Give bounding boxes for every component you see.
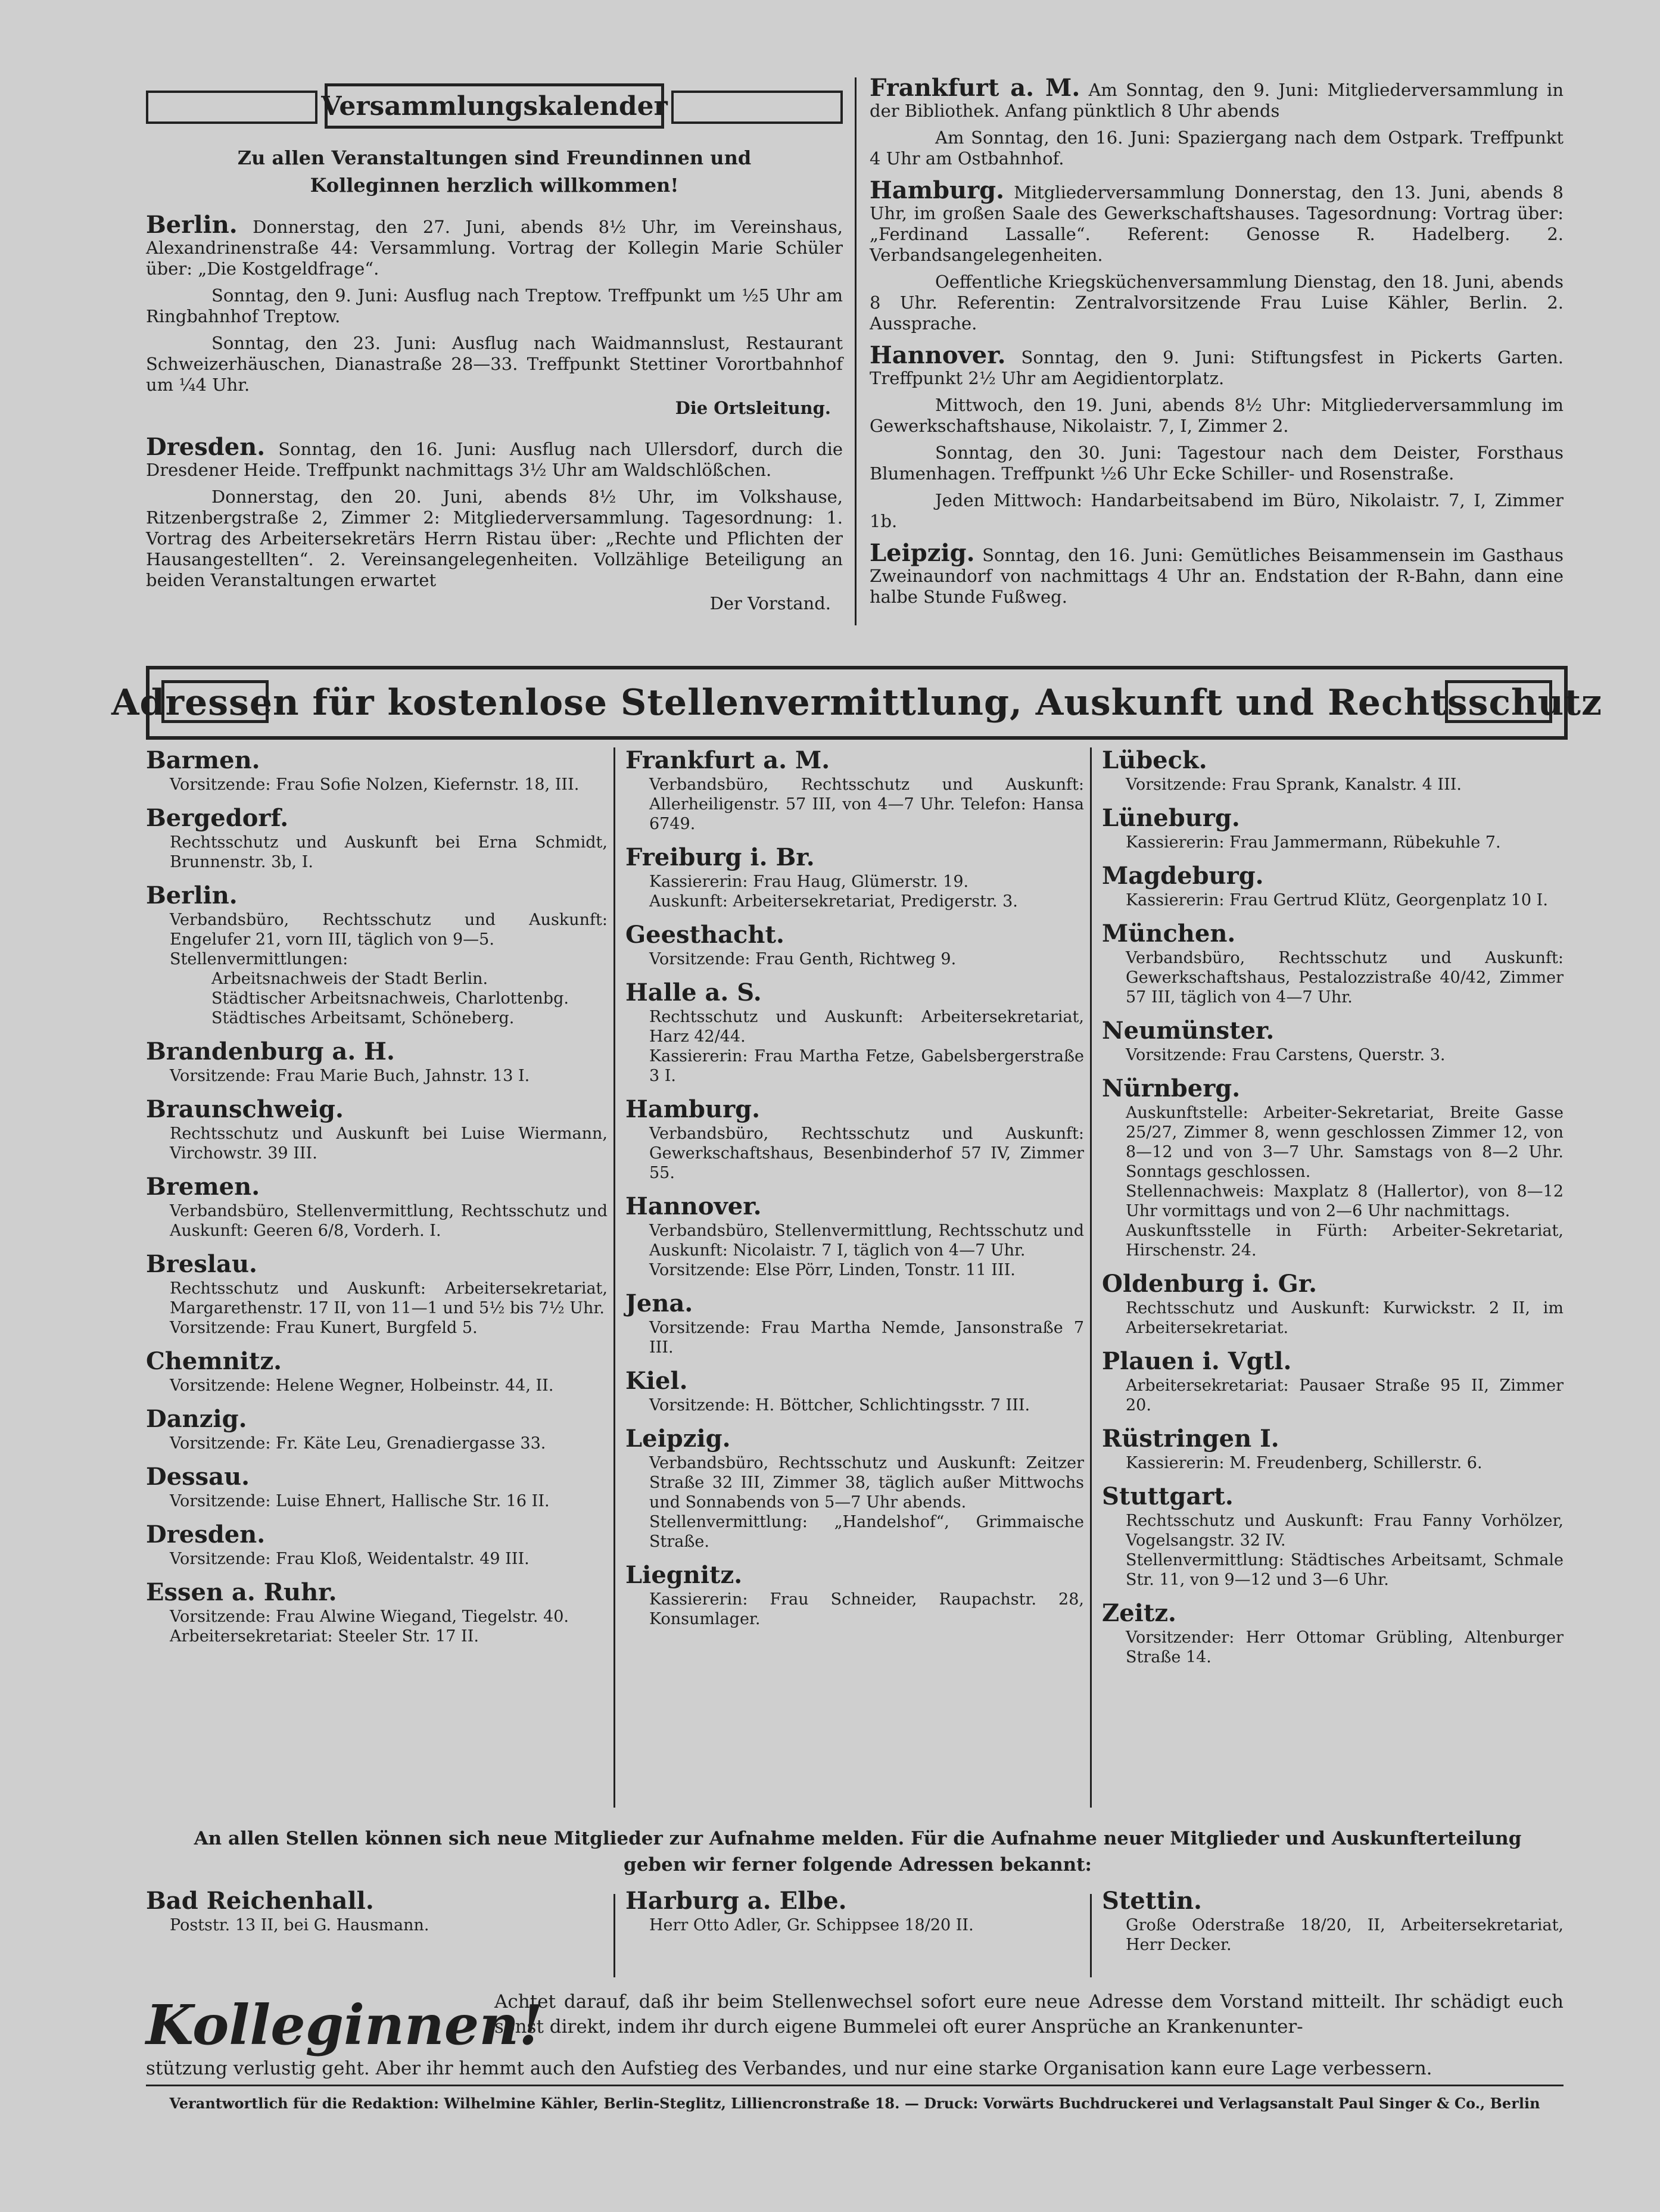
address-city: Bergedorf. [146,804,289,832]
address-column-3 [1102,747,1564,1820]
column-divider [613,747,615,1808]
address-line: Stellenvermittlung: „Handelshof“, Grimmaische Straße. [649,1513,1084,1551]
address-line: Kassiererin: Frau Gertrud Klütz, Georgenplatz 10 I. [1126,891,1548,909]
address-line: Arbeitsnachweis der Stadt Berlin. [211,970,488,988]
address-line: Verbandsbüro, Stellenvermittlung, Rechtsschutz und Auskunft: Nicolaistr. 7 I, täglich von 4—7 Uhr. [649,1222,1084,1260]
calendar-section [146,74,1564,625]
address-entry [625,1194,1084,1280]
event-block-dresden [146,433,843,614]
event-city: Leipzig. [870,539,975,567]
header-ornament-right [671,91,843,124]
event-city: Frankfurt a. M. [870,74,1080,102]
address-city: Frankfurt a. M. [625,746,830,774]
address-entry [1102,921,1564,1007]
address-line: Vorsitzende: Frau Kunert, Burgfeld 5. [170,1319,478,1337]
address-column-2 [625,747,1084,1820]
appeal-text-2: stützung verlustig geht. Aber ihr hemmt auch den Aufstieg des Verbandes, und nur eine starke Organisation kann eure Lage verbessern. [146,2058,1432,2079]
address-entry [625,922,1084,969]
address-line: Kassiererin: Frau Jammermann, Rübekuhle 7. [1126,833,1501,852]
event-signature: Der Vorstand. [709,593,831,613]
appeal-headline: Kolleginnen! [146,1993,543,2057]
address-line: Vorsitzende: Helene Wegner, Holbeinstr. 44, II. [170,1376,554,1395]
extra-address-3 [1102,1888,1564,1977]
header-ornament-left [146,91,317,124]
address-line: Kassiererin: Frau Martha Fetze, Gabelsbergerstraße 3 I. [649,1047,1084,1085]
event-city: Dresden. [146,433,266,461]
welcome-text: Zu allen Veranstaltungen sind Freundinnen und Kolleginnen herzlich willkommen! [237,147,752,197]
address-line: Rechtsschutz und Auskunft bei Luise Wiermann, Virchowstr. 39 III. [170,1124,608,1163]
address-line: Verbandsbüro, Rechtsschutz und Auskunft: Gewerkschaftshaus, Besenbinderhof 57 IV, Zimmer 55. [649,1124,1084,1182]
address-line: Auskunftstelle: Arbeiter-Sekretariat, Breite Gasse 25/27, Zimmer 8, wenn geschlossen Zimmer 12, von 8—12 und von 3—7 Uhr. Samstags von 8—2 Uhr. Sonntags geschlossen. [1126,1104,1564,1181]
address-line: Rechtsschutz und Auskunft: Arbeitersekretariat, Harz 42/44. [649,1008,1084,1046]
address-city: Rüstringen I. [1102,1425,1279,1453]
address-city: Lüneburg. [1102,804,1240,832]
address-city: Zeitz. [1102,1599,1176,1627]
event-text: Am Sonntag, den 9. Juni: Mitgliederversammlung in der Bibliothek. Anfang pünktlich 8 Uhr abends [870,80,1564,121]
address-line: Auskunftsstelle in Fürth: Arbeiter-Sekretariat, Hirschenstr. 24. [1126,1222,1564,1260]
address-city: Nürnberg. [1102,1074,1241,1102]
address-city: Hannover. [625,1192,762,1220]
address-entry [146,1096,608,1163]
address-line: Arbeitersekretariat: Steeler Str. 17 II. [170,1627,479,1646]
address-city: Harburg a. Elbe. [625,1887,847,1915]
event-city: Berlin. [146,211,238,239]
imprint-footer: Verantwortlich für die Redaktion: Wilhelmine Kähler, Berlin-Steglitz, Lilliencronstraße 18. — Druck: Vorwärts Buchdruckerei und Verlagsanstalt Paul Singer & Co., Berlin [169,2095,1540,2112]
address-city: Leipzig. [625,1425,731,1453]
column-divider [1090,747,1092,1808]
address-city: Hamburg. [625,1095,761,1123]
address-entry [1102,1076,1564,1260]
calendar-title: Versammlungskalender [325,83,664,129]
banner-ornament-right [1445,680,1552,723]
address-line: Rechtsschutz und Auskunft: Kurwickstr. 2 II, im Arbeitersekretariat. [1126,1299,1564,1337]
address-entry [1102,1348,1564,1415]
address-entry [146,1174,608,1241]
address-city: Plauen i. Vgtl. [1102,1347,1292,1375]
address-city: Magdeburg. [1102,862,1264,890]
address-city: Liegnitz. [625,1561,743,1589]
address-entry [1102,1484,1564,1590]
address-line: Vorsitzende: Frau Sprank, Kanalstr. 4 III. [1126,775,1462,794]
address-line: Kassiererin: Frau Schneider, Raupachstr. 28, Konsumlager. [649,1590,1084,1628]
address-city: München. [1102,920,1236,948]
address-line: Rechtsschutz und Auskunft bei Erna Schmidt, Brunnenstr. 3b, I. [170,833,608,871]
address-entry [1102,1271,1564,1338]
address-line: Vorsitzende: Frau Sofie Nolzen, Kiefernstr. 18, III. [170,775,580,794]
calendar-left-column [146,77,843,625]
calendar-right-column [870,74,1564,618]
address-line: Vorsitzende: Frau Alwine Wiegand, Tiegelstr. 40. [170,1607,569,1626]
event-text: Mittwoch, den 19. Juni, abends 8½ Uhr: Mitgliederversammlung im Gewerkschaftshause, Nikolaistr. 7, I, Zimmer 2. [870,395,1564,436]
address-line: Rechtsschutz und Auskunft: Arbeitersekretariat, Margarethenstr. 17 II, von 11—1 und 5½ bis 7½ Uhr. [170,1279,608,1317]
address-line: Verbandsbüro, Rechtsschutz und Auskunft: Engelufer 21, vorn III, täglich von 9—5. [170,911,608,949]
address-entry [1102,805,1564,852]
event-text: Sonntag, den 16. Juni: Gemütliches Beisammensein im Gasthaus Zweinaundorf von nachmittags 4 Uhr an. Endstation der R-Bahn, dann eine halbe Stunde Fußweg. [870,545,1564,607]
footer-rule [146,2085,1564,2086]
address-entry [1102,1018,1564,1065]
address-line: Vorsitzende: Else Pörr, Linden, Tonstr. 11 III. [649,1261,1016,1279]
column-divider [1090,1894,1092,1977]
event-city: Hamburg. [870,176,1005,204]
address-entry [625,1368,1084,1415]
address-entry [146,1464,608,1511]
address-entry [625,1426,1084,1551]
event-text: Sonntag, den 16. Juni: Ausflug nach Ullersdorf, durch die Dresdener Heide. Treffpunkt nachmittags 3½ Uhr am Waldschlößchen. [146,439,843,480]
address-entry [1102,747,1564,795]
address-line: Stellenvermittlungen: [170,950,348,968]
event-block-hannover [870,341,1564,532]
event-text: Sonntag, den 23. Juni: Ausflug nach Waidmannslust, Restaurant Schweizerhäuschen, Dianastraße 28—33. Treffpunkt Stettiner Vorortbahnhof um ¼4 Uhr. [146,333,843,395]
address-line: Vorsitzende: Fr. Käte Leu, Grenadiergasse 33. [170,1434,546,1453]
event-text: Sonntag, den 9. Juni: Ausflug nach Treptow. Treffpunkt um ½5 Uhr am Ringbahnhof Treptow. [146,285,843,326]
address-city: Freiburg i. Br. [625,843,815,871]
address-line: Kassiererin: Frau Haug, Glümerstr. 19. [649,873,969,891]
event-text: Jeden Mittwoch: Handarbeitsabend im Büro, Nikolaistr. 7, I, Zimmer 1b. [870,490,1564,531]
addresses-banner [111,666,1603,740]
address-line: Arbeitersekretariat: Pausaer Straße 95 II, Zimmer 20. [1126,1376,1564,1415]
extra-address-1 [146,1888,608,1977]
address-column-1 [146,747,608,1820]
address-city: Bremen. [146,1173,260,1201]
address-city: Chemnitz. [146,1347,282,1375]
address-city: Stettin. [1102,1887,1202,1915]
address-city: Brandenburg a. H. [146,1038,395,1066]
extra-address-2 [625,1888,1084,1977]
address-city: Stuttgart. [1102,1482,1234,1510]
address-line: Vorsitzende: Frau Genth, Richtweg 9. [649,950,957,968]
event-block-hamburg [870,176,1564,334]
address-city: Halle a. S. [625,979,762,1007]
address-line: Verbandsbüro, Rechtsschutz und Auskunft: Allerheiligenstr. 57 III, von 4—7 Uhr. Telefon: Hansa 6749. [649,775,1084,833]
address-entry [146,1579,608,1646]
address-line: Poststr. 13 II, bei G. Hausmann. [170,1916,429,1934]
address-entry [625,1562,1084,1629]
address-line: Große Oderstraße 18/20, II, Arbeitersekretariat, Herr Decker. [1126,1916,1564,1954]
address-city: Essen a. Ruhr. [146,1578,337,1606]
address-line: Kassiererin: M. Freudenberg, Schillerstr. 6. [1126,1454,1483,1472]
address-entry [1102,1426,1564,1473]
address-line: Vorsitzende: Frau Martha Nemde, Jansonstraße 7 III. [649,1319,1084,1357]
address-line: Rechtsschutz und Auskunft: Frau Fanny Vorhölzer, Vogelsangstr. 32 IV. [1126,1512,1564,1550]
event-text: Sonntag, den 30. Juni: Tagestour nach dem Deister, Forsthaus Blumenhagen. Treffpunkt ½6 Uhr Ecke Schiller- und Rosenstraße. [870,443,1564,484]
address-city: Braunschweig. [146,1095,344,1123]
address-city: Bad Reichenhall. [146,1887,374,1915]
address-city: Geesthacht. [625,921,784,949]
address-entry [146,1348,608,1395]
event-signature: Die Ortsleitung. [675,398,831,418]
address-entry [146,1406,608,1453]
address-line: Verbandsbüro, Stellenvermittlung, Rechtsschutz und Auskunft: Geeren 6/8, Vorderh. I. [170,1202,608,1240]
address-line: Verbandsbüro, Rechtsschutz und Auskunft: Zeitzer Straße 32 III, Zimmer 38, täglich außer Mittwochs und Sonnabends von 5—7 Uhr abends. [649,1454,1084,1512]
address-city: Kiel. [625,1367,688,1395]
event-city: Hannover. [870,341,1006,369]
address-line: Vorsitzende: H. Böttcher, Schlichtingsstr. 7 III. [649,1396,1030,1415]
calendar-header [146,83,843,131]
address-line: Stellennachweis: Maxplatz 8 (Hallertor), von 8—12 Uhr vormittags und von 2—6 Uhr nachmittags. [1126,1182,1564,1220]
address-entry [625,980,1084,1086]
event-text: Donnerstag, den 27. Juni, abends 8½ Uhr, im Vereinshaus, Alexandrinenstraße 44: Versammlung. Vortrag der Kollegin Marie Schüler über: „Die Kostgeldfrage“. [146,217,843,279]
address-line: Vorsitzende: Frau Carstens, Querstr. 3. [1126,1046,1446,1064]
address-entry [625,845,1084,911]
event-text: Mitgliederversammlung Donnerstag, den 13. Juni, abends 8 Uhr, im großen Saale des Gewerkschaftshauses. Tagesordnung: Vortrag über: „Ferdinand Lassalle“. Referent: Genosse R. Hadelberg. 2. Verbandsangelegenheiten. [870,182,1564,265]
address-city: Barmen. [146,746,260,774]
event-block-leipzig [870,539,1564,607]
event-text: Am Sonntag, den 16. Juni: Spaziergang nach dem Ostpark. Treffpunkt 4 Uhr am Ostbahnhof. [870,127,1564,169]
membership-notice: An allen Stellen können sich neue Mitglieder zur Aufnahme melden. Für die Aufnahme neuer Mitglieder und Auskunfterteilung geben wir ferner folgende Adressen bekannt: [194,1828,1522,1875]
address-entry [146,1039,608,1086]
address-city: Oldenburg i. Gr. [1102,1270,1318,1298]
address-city: Danzig. [146,1405,247,1433]
address-entry [146,1251,608,1338]
address-entry [146,883,608,1028]
address-entry [625,747,1084,834]
address-line: Städtisches Arbeitsamt, Schöneberg. [211,1009,515,1027]
event-block-berlin [146,211,843,419]
addresses-title: Adressen für kostenlose Stellenvermittlung, Auskunft und Rechtsschutz [111,682,1603,724]
event-block-frankfurt [870,74,1564,169]
address-city: Breslau. [146,1250,257,1278]
event-text: Sonntag, den 9. Juni: Stiftungsfest in Pickerts Garten. Treffpunkt 2½ Uhr am Aegidientorplatz. [870,347,1564,388]
address-city: Jena. [625,1289,693,1317]
address-line: Stellenvermittlung: Städtisches Arbeitsamt, Schmale Str. 11, von 9—12 und 3—6 Uhr. [1126,1551,1564,1589]
address-line: Herr Otto Adler, Gr. Schippsee 18/20 II. [649,1916,974,1934]
appeal-text-1: Achtet darauf, daß ihr beim Stellenwechsel sofort eure neue Adresse dem Vorstand mitteilt. Ihr schädigt euch sonst direkt, indem ihr durch eigene Bummelei oft eurer Ansprüche an Krankenunter- [494,1991,1564,2037]
address-entry [1102,1600,1564,1667]
column-divider [613,1894,615,1977]
address-line: Auskunft: Arbeitersekretariat, Predigerstr. 3. [649,892,1018,911]
address-line: Vorsitzende: Luise Ehnert, Hallische Str. 16 II. [170,1492,550,1510]
address-line: Vorsitzende: Frau Marie Buch, Jahnstr. 13 I. [170,1067,530,1085]
address-entry [625,1291,1084,1357]
address-line: Vorsitzende: Frau Kloß, Weidentalstr. 49 III. [170,1550,530,1568]
address-city: Berlin. [146,881,238,909]
event-text: Oeffentliche Kriegsküchenversammlung Dienstag, den 18. Juni, abends 8 Uhr. Referentin: Zentralvorsitzende Frau Luise Kähler, Berlin. 2. Aussprache. [870,272,1564,334]
address-entry [146,747,608,795]
address-city: Lübeck. [1102,746,1207,774]
address-entry [146,1522,608,1569]
kolleginnen-appeal [146,1989,1564,2079]
address-city: Dresden. [146,1521,266,1549]
address-line: Städtischer Arbeitsnachweis, Charlottenbg. [211,989,569,1008]
event-text: Donnerstag, den 20. Juni, abends 8½ Uhr, im Volkshause, Ritzenbergstraße 2, Zimmer 2: Mitgliederversammlung. Tagesordnung: 1. Vortrag des Arbeitersekretärs Herrn Ristau über: „Rechte und Pflichten der Hausangestellten“. 2. Vereinsangelegenheiten. Vollzählige Beteiligung an beiden Veranstaltungen erwartet [146,487,843,590]
address-city: Dessau. [146,1463,250,1491]
address-line: Vorsitzender: Herr Ottomar Grübling, Altenburger Straße 14. [1126,1628,1564,1666]
address-entry [146,805,608,872]
address-city: Neumünster. [1102,1017,1275,1045]
column-divider [855,77,857,625]
address-line: Verbandsbüro, Rechtsschutz und Auskunft: Gewerkschaftshaus, Pestalozzistraße 40/42, Zimmer 57 III, täglich von 4—7 Uhr. [1126,949,1564,1007]
address-entry [1102,863,1564,910]
address-entry [625,1096,1084,1183]
